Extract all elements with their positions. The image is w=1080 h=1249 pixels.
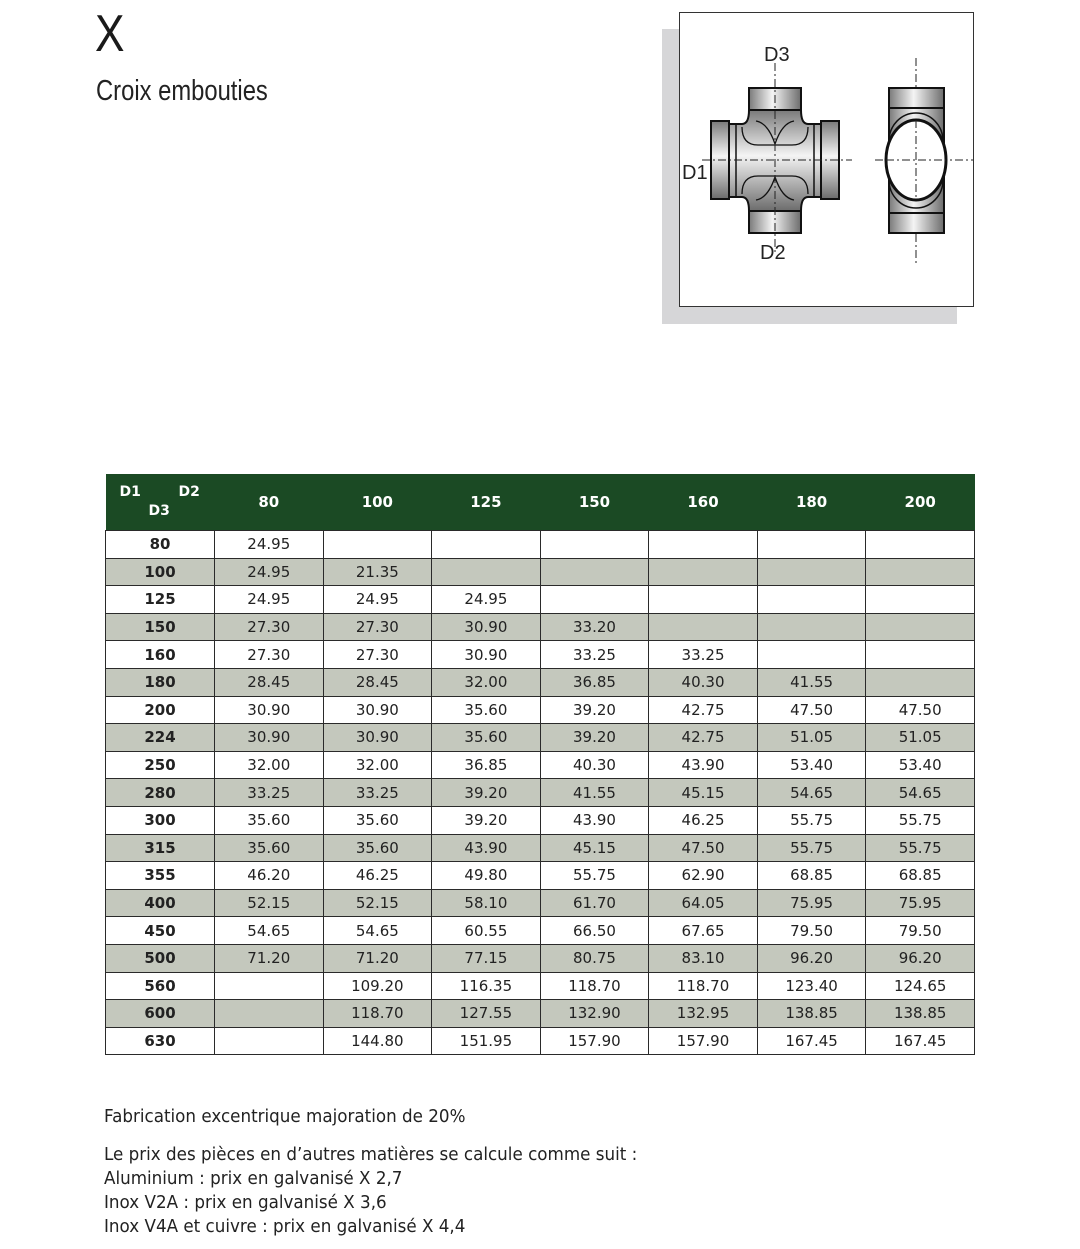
price-cell: 79.50 [866,917,975,945]
price-cell [432,531,541,559]
table-row [106,586,975,614]
price-cell: 45.15 [540,834,649,862]
row-header: 160 [106,641,215,669]
price-cell: 24.95 [215,586,324,614]
price-cell: 46.25 [649,806,758,834]
row-header: 355 [106,862,215,890]
price-cell: 43.90 [540,806,649,834]
price-cell: 27.30 [215,613,324,641]
table-row [106,641,975,669]
table-row [106,917,975,945]
price-cell: 28.45 [323,668,432,696]
row-header: 224 [106,724,215,752]
price-cell: 41.55 [757,668,866,696]
price-cell: 157.90 [540,1027,649,1055]
price-cell: 30.90 [215,724,324,752]
table-row [106,724,975,752]
row-header: 300 [106,806,215,834]
price-cell: 116.35 [432,972,541,1000]
row-header: 315 [106,834,215,862]
price-cell [866,531,975,559]
price-cell: 75.95 [757,889,866,917]
price-cell: 53.40 [866,751,975,779]
price-cell: 55.75 [540,862,649,890]
price-cell: 36.85 [432,751,541,779]
price-cell: 60.55 [432,917,541,945]
price-cell: 62.90 [649,862,758,890]
price-cell: 33.25 [540,641,649,669]
row-header: 100 [106,558,215,586]
price-cell: 124.65 [866,972,975,1000]
price-cell: 66.50 [540,917,649,945]
material-intro: Le prix des pièces en d’autres matières se calcule comme suit : [104,1144,638,1165]
row-header: 280 [106,779,215,807]
price-cell: 51.05 [757,724,866,752]
price-cell: 58.10 [432,889,541,917]
price-cell: 36.85 [540,668,649,696]
row-header: 400 [106,889,215,917]
price-cell: 42.75 [649,724,758,752]
column-header: 200 [866,474,975,531]
material-inox-v2a: Inox V2A : prix en galvanisé X 3,6 [104,1192,387,1213]
price-cell: 55.75 [757,806,866,834]
price-cell: 32.00 [215,751,324,779]
price-cell: 54.65 [866,779,975,807]
price-cell: 68.85 [866,862,975,890]
table-row [106,531,975,559]
price-cell: 64.05 [649,889,758,917]
table-row [106,944,975,972]
eccentric-note: Fabrication excentrique majoration de 20% [104,1106,466,1127]
table-row [106,613,975,641]
price-cell: 67.65 [649,917,758,945]
price-cell: 96.20 [866,944,975,972]
price-cell: 54.65 [757,779,866,807]
row-header: 150 [106,613,215,641]
table-row [106,1000,975,1028]
price-cell: 49.80 [432,862,541,890]
price-cell: 39.20 [432,779,541,807]
price-cell [757,531,866,559]
price-cell: 35.60 [432,724,541,752]
price-cell: 132.95 [649,1000,758,1028]
row-header: 125 [106,586,215,614]
table-row [106,1027,975,1055]
price-cell [540,586,649,614]
price-cell [649,531,758,559]
price-cell [649,586,758,614]
row-header: 80 [106,531,215,559]
price-cell: 28.45 [215,668,324,696]
price-cell: 33.25 [215,779,324,807]
price-cell: 33.25 [323,779,432,807]
price-cell: 35.60 [323,834,432,862]
price-cell: 118.70 [540,972,649,1000]
price-cell: 24.95 [215,531,324,559]
price-cell: 127.55 [432,1000,541,1028]
price-cell: 52.15 [323,889,432,917]
price-cell [866,586,975,614]
price-cell: 39.20 [432,806,541,834]
fitting-diagram [679,12,974,307]
material-inox-v4a: Inox V4A et cuivre : prix en galvanisé X 4,4 [104,1216,466,1237]
price-cell [540,558,649,586]
corner-d3: D3 [148,503,170,519]
price-cell: 43.90 [649,751,758,779]
price-cell [540,531,649,559]
product-title: Croix embouties [96,75,268,107]
price-cell: 40.30 [649,668,758,696]
price-cell: 52.15 [215,889,324,917]
table-row [106,779,975,807]
price-cell: 39.20 [540,696,649,724]
price-cell: 118.70 [649,972,758,1000]
price-cell: 27.30 [323,641,432,669]
table-row [106,834,975,862]
price-cell: 96.20 [757,944,866,972]
row-header: 600 [106,1000,215,1028]
price-cell: 21.35 [323,558,432,586]
price-cell: 35.60 [323,806,432,834]
price-cell: 71.20 [215,944,324,972]
price-cell: 30.90 [432,613,541,641]
price-cell: 35.60 [215,834,324,862]
price-cell: 71.20 [323,944,432,972]
table-row [106,889,975,917]
column-header: 80 [215,474,324,531]
price-cell [866,558,975,586]
price-cell: 68.85 [757,862,866,890]
price-cell: 55.75 [866,834,975,862]
table-row [106,696,975,724]
price-cell: 54.65 [323,917,432,945]
price-cell: 61.70 [540,889,649,917]
corner-header [106,474,215,531]
row-header: 630 [106,1027,215,1055]
row-header: 250 [106,751,215,779]
price-cell: 109.20 [323,972,432,1000]
price-cell: 43.90 [432,834,541,862]
price-cell: 75.95 [866,889,975,917]
corner-d2: D2 [178,484,200,500]
price-cell: 30.90 [323,696,432,724]
price-cell: 132.90 [540,1000,649,1028]
price-cell: 47.50 [649,834,758,862]
row-header: 450 [106,917,215,945]
price-cell: 42.75 [649,696,758,724]
row-header: 180 [106,668,215,696]
column-header: 100 [323,474,432,531]
price-cell: 24.95 [432,586,541,614]
price-cell [866,668,975,696]
row-header: 200 [106,696,215,724]
price-cell: 55.75 [866,806,975,834]
price-cell: 41.55 [540,779,649,807]
price-cell: 144.80 [323,1027,432,1055]
price-cell: 40.30 [540,751,649,779]
label-d1: D1 [682,162,708,184]
cross-fitting-drawing [680,13,973,306]
column-header: 125 [432,474,541,531]
price-cell: 83.10 [649,944,758,972]
table-header-row [106,474,975,531]
price-cell: 77.15 [432,944,541,972]
price-cell [215,972,324,1000]
table-row [106,806,975,834]
price-cell: 30.90 [215,696,324,724]
price-cell: 138.85 [866,1000,975,1028]
price-cell: 33.25 [649,641,758,669]
price-cell: 47.50 [757,696,866,724]
price-cell [649,558,758,586]
price-cell: 123.40 [757,972,866,1000]
column-header: 150 [540,474,649,531]
price-cell: 27.30 [323,613,432,641]
corner-d1: D1 [119,484,141,500]
price-cell: 30.90 [323,724,432,752]
price-cell: 35.60 [215,806,324,834]
material-aluminium: Aluminium : prix en galvanisé X 2,7 [104,1168,403,1189]
price-cell: 33.20 [540,613,649,641]
price-cell: 151.95 [432,1027,541,1055]
price-cell: 54.65 [215,917,324,945]
table-body [106,531,975,1055]
price-cell: 118.70 [323,1000,432,1028]
price-cell [432,558,541,586]
price-cell [866,613,975,641]
price-cell [757,641,866,669]
price-cell [757,558,866,586]
table-row [106,668,975,696]
price-cell [757,586,866,614]
table-row [106,972,975,1000]
price-cell: 157.90 [649,1027,758,1055]
price-cell: 138.85 [757,1000,866,1028]
price-cell [323,531,432,559]
price-cell: 32.00 [432,668,541,696]
price-cell: 80.75 [540,944,649,972]
price-cell: 167.45 [866,1027,975,1055]
price-cell [215,1000,324,1028]
price-cell: 24.95 [215,558,324,586]
label-d2: D2 [760,242,786,264]
price-cell: 24.95 [323,586,432,614]
price-cell [215,1027,324,1055]
price-cell: 45.15 [649,779,758,807]
price-cell: 30.90 [432,641,541,669]
price-cell: 47.50 [866,696,975,724]
price-cell [649,613,758,641]
table-row [106,558,975,586]
price-cell: 39.20 [540,724,649,752]
notes [104,1105,637,1239]
price-cell: 35.60 [432,696,541,724]
row-header: 500 [106,944,215,972]
price-table [105,474,975,1055]
price-cell: 32.00 [323,751,432,779]
price-cell: 53.40 [757,751,866,779]
row-header: 560 [106,972,215,1000]
table-row [106,751,975,779]
price-cell [866,641,975,669]
price-cell: 27.30 [215,641,324,669]
price-cell: 55.75 [757,834,866,862]
price-cell: 46.20 [215,862,324,890]
label-d3: D3 [764,44,790,66]
price-cell: 46.25 [323,862,432,890]
product-code: X [95,5,125,63]
table-row [106,862,975,890]
column-header: 160 [649,474,758,531]
price-cell: 51.05 [866,724,975,752]
price-cell [757,613,866,641]
price-cell: 167.45 [757,1027,866,1055]
column-header: 180 [757,474,866,531]
price-cell: 79.50 [757,917,866,945]
